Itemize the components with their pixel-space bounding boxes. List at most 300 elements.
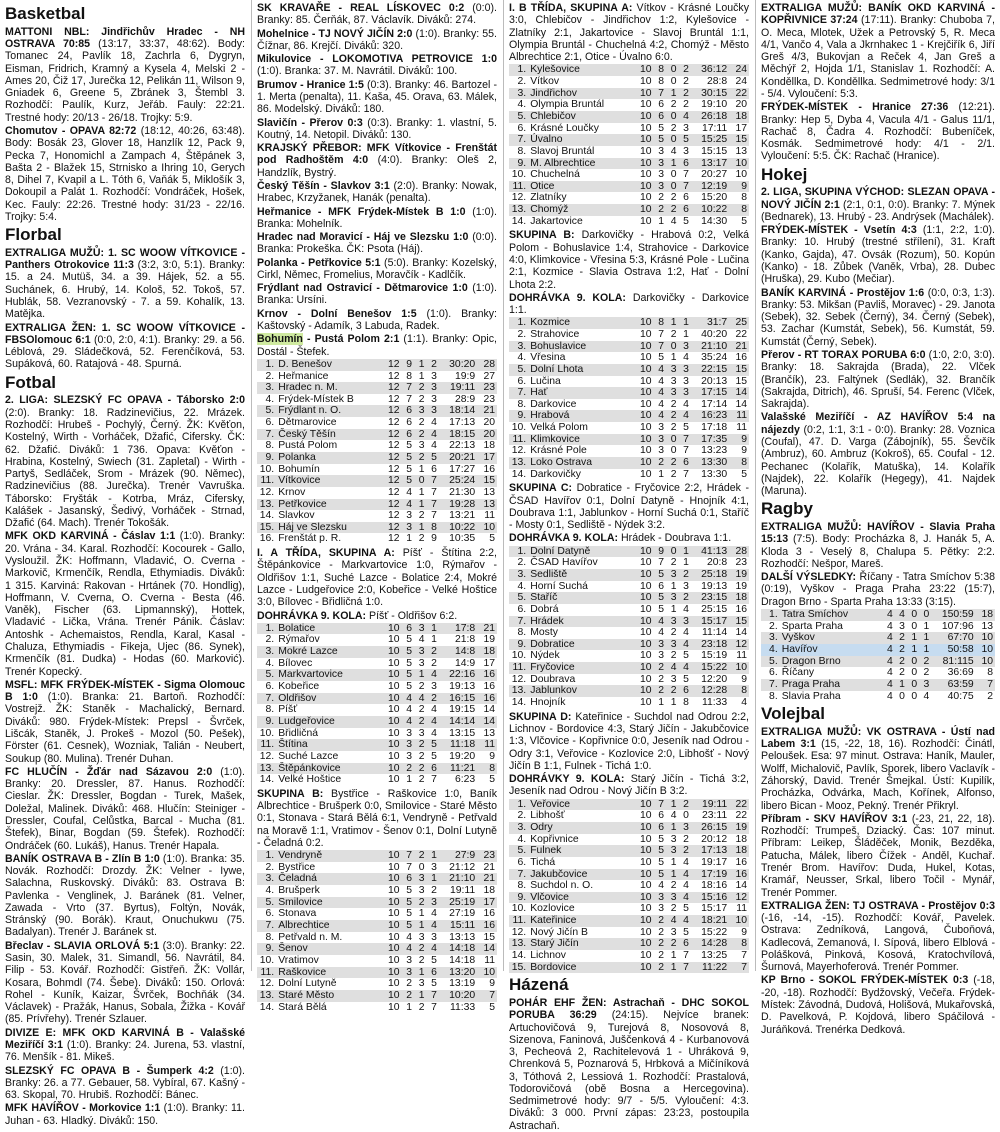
table-row: [257, 763, 497, 775]
table-row: [257, 850, 497, 862]
cell-position: 4.: [265, 657, 275, 669]
cell-played: 4: [883, 679, 895, 691]
table-row: [257, 371, 497, 383]
cell-losses: 3: [427, 897, 439, 909]
cell-wins: 8: [654, 317, 666, 329]
cell-points: 18: [735, 833, 747, 845]
cell-losses: 4: [431, 727, 437, 739]
cell-points: 18: [729, 845, 749, 857]
section-heading-florbal: Florbal: [5, 225, 62, 245]
table-row: [257, 681, 497, 693]
cell-points: 5: [489, 774, 495, 786]
cell-wins: 5: [654, 869, 666, 881]
cell-draws: 1: [414, 669, 426, 681]
table-row: [509, 410, 749, 422]
table-row: [509, 387, 749, 399]
cell-draws: 3: [418, 931, 425, 943]
result-paragraph: [761, 349, 995, 410]
cell-losses: 1: [919, 644, 931, 656]
cell-team: Hradec n. M.: [276, 382, 382, 394]
result-details: (1:0). Branky: 24. Jurena, 53. vlastní, 76. Menšík - 81. Mikeš.: [5, 1039, 245, 1064]
section-heading-hokej: Hokej: [761, 164, 808, 184]
cell-points: 14: [735, 627, 747, 639]
cell-score: 13:13: [449, 931, 476, 943]
cell-score: 20:8: [706, 557, 728, 569]
cell-wins: 8: [406, 370, 413, 382]
result-headline: POHÁR EHF ŽEN: Astrachaň - DHC SOKOL PORUBA 36:29: [509, 996, 749, 1022]
cell-position: 4.: [265, 885, 275, 897]
result-details: Kateřinice - Suchdol nad Odrou 2:2, Lichnov - Bordovice 4:3, Starý Jičín - Jakubčovice 1:3, Vlčovice - Kopřivnice 0:0, Jeseník nad Odrou - Odry 3:1, Veřovice - Kozlovice 2:0, Libhošť - Nový Jičín B 1:1, Fulnek - Tichá 1:0.: [509, 710, 749, 772]
cell-score: 50:58: [931, 644, 975, 656]
cell-score: 14:18: [439, 943, 477, 955]
cell-played: 10: [640, 76, 652, 88]
cell-team: Kylešovice: [528, 64, 634, 76]
cell-wins: 3: [406, 727, 413, 739]
hazena-results: [509, 997, 749, 1132]
cell-points: 19: [735, 580, 747, 592]
cell-draws: 1: [666, 317, 678, 329]
result-details: (3:0). Branky: 22. Sasin, 30. Malek, 31. Simandl, 56. Navrátil, 84. Filip - 53. Kovář. Rozhodčí: Gistřeň. ŽK: Vollár, Kosara, Bohmdl (74. Šebe). Diváků: 150. Orlová: Rohel - Kuník, Kaizar, Švrček, Bochňák (34. Václavek) - Pražák, Hanus, Sobala, Žižka - Kovář (85. Prívřehy). Trenér Szlauer.: [5, 939, 245, 1026]
cell-score: 20:27: [701, 169, 728, 181]
table-row: [257, 522, 497, 534]
cell-draws: 2: [670, 192, 677, 204]
cell-position: 1.: [257, 850, 276, 862]
cell-wins: 4: [895, 609, 907, 621]
result-headline: EXTRALIGA MUŽŮ: 1. SC WOOW VÍTKOVICE - Panthers Otrokovice 11:3: [5, 246, 245, 272]
cell-score: 17:19: [691, 869, 729, 881]
result-headline: DOHRÁVKA 9. KOLA:: [509, 291, 626, 304]
cell-team: Praga Praha: [780, 679, 883, 691]
cell-score: 13:17: [691, 158, 729, 170]
cell-losses: 2: [427, 693, 439, 705]
cell-wins: 2: [654, 962, 666, 974]
cell-wins: 5: [406, 681, 413, 693]
cell-draws: 2: [418, 1001, 425, 1013]
cell-score: 19:13: [449, 681, 476, 693]
cell-position: 15.: [257, 522, 276, 534]
cell-played: 10: [634, 662, 654, 674]
table-row: [509, 216, 749, 228]
cell-wins: 5: [406, 908, 413, 920]
cell-losses: 4: [679, 410, 691, 422]
result-paragraph: [5, 853, 245, 939]
cell-team: Štítina: [276, 739, 382, 751]
cell-team: Hrabová: [528, 410, 634, 422]
result-paragraph: [509, 997, 749, 1132]
cell-team: Vlčovice: [528, 892, 634, 904]
cell-position: 3.: [509, 341, 528, 353]
cell-draws: 1: [418, 486, 425, 498]
cell-draws: 4: [666, 662, 678, 674]
cell-team: Strahovice: [530, 328, 580, 340]
cell-played: 12: [388, 417, 400, 429]
table-row: [509, 329, 749, 341]
cell-wins: 4: [402, 716, 414, 728]
cell-position: 12.: [511, 926, 527, 938]
result-details: Starý Jičín - Tichá 3:2, Jeseník nad Odrou - Nový Jičín B 3:2.: [509, 773, 749, 798]
cell-draws: 0: [911, 667, 918, 679]
cell-losses: 4: [679, 892, 691, 904]
table-row: [257, 533, 497, 545]
cell-score: 41:13: [691, 546, 729, 558]
cell-losses: 1: [923, 620, 930, 632]
cell-played: 10: [388, 931, 400, 943]
result-headline: Bohumín - Pustá Polom 2:1: [257, 333, 400, 346]
cell-position: 2.: [769, 620, 778, 632]
cell-draws: 3: [666, 639, 678, 651]
cell-losses: 2: [919, 656, 931, 668]
cell-wins: 5: [402, 669, 414, 681]
cell-score: 15:19: [701, 650, 728, 662]
result-headline: EXTRALIGA ŽEN: 1. SC WOOW VÍTKOVICE - FBSOlomouc 6:1: [5, 321, 245, 346]
cell-team: Stonava: [278, 908, 317, 920]
cell-score: 20:21: [439, 452, 477, 464]
cell-losses: 7: [679, 434, 691, 446]
cell-losses: 2: [679, 569, 691, 581]
cell-played: 4: [887, 667, 893, 679]
result-headline: Slavičín - Přerov 0:3: [257, 116, 363, 129]
cell-wins: 2: [899, 667, 905, 679]
cell-wins: 2: [654, 915, 666, 927]
cell-position: 2.: [265, 370, 275, 382]
cell-points: 13: [477, 499, 497, 511]
cell-played: 4: [887, 690, 893, 702]
cell-score: 19:15: [449, 704, 476, 716]
cell-losses: 6: [683, 192, 689, 204]
cell-position: 11.: [509, 915, 528, 927]
result-paragraph: [761, 521, 995, 570]
cell-position: 14.: [511, 949, 527, 961]
cell-draws: 0: [666, 134, 678, 146]
cell-played: 10: [382, 990, 402, 1002]
cell-team: Loko Ostrava: [528, 457, 634, 469]
cell-position: 2.: [517, 328, 527, 340]
cell-score: 15:22: [701, 926, 728, 938]
cell-wins: 6: [654, 111, 666, 123]
cell-played: 10: [382, 693, 402, 705]
cell-score: 17:8: [439, 623, 477, 635]
cell-position: 6.: [265, 417, 275, 429]
cell-score: 21:30: [449, 486, 476, 498]
cell-losses: 2: [683, 833, 689, 845]
cell-score: 36:69: [947, 667, 974, 679]
cell-draws: 2: [414, 452, 426, 464]
cell-wins: 5: [406, 885, 413, 897]
cell-played: 12: [382, 475, 402, 487]
cell-team: Nový Jičín B: [530, 926, 588, 938]
cell-played: 10: [382, 897, 402, 909]
cell-played: 12: [382, 499, 402, 511]
cell-wins: 3: [402, 522, 414, 534]
cell-played: 12: [382, 359, 402, 371]
cell-team: Český Těšín: [276, 429, 382, 441]
cell-played: 10: [634, 410, 654, 422]
cell-team: Oldřišov: [276, 693, 382, 705]
cell-score: 35:24: [701, 352, 728, 364]
cell-draws: 1: [414, 522, 426, 534]
cell-played: 4: [883, 656, 895, 668]
cell-score: 26:15: [691, 822, 729, 834]
result-paragraph: [509, 292, 749, 317]
cell-team: Odry: [528, 822, 634, 834]
cell-position: 4.: [517, 833, 527, 845]
cell-losses: 2: [683, 76, 689, 88]
cell-score: 13:19: [449, 978, 476, 990]
cell-draws: 3: [666, 616, 678, 628]
cell-position: 15.: [509, 962, 528, 974]
cell-points: 10: [729, 915, 749, 927]
hokej-results: [761, 186, 995, 497]
cell-draws: 2: [414, 897, 426, 909]
cell-score: 17:11: [701, 122, 728, 134]
cell-team: Píšť: [278, 704, 298, 716]
cell-points: 14: [729, 387, 749, 399]
result-details: (2:1, 0:1, 0:0). Branky: 7. Mýnek (Bednarek), 13. Hrubý - 23. Andrýsek (Machálek).: [761, 198, 995, 223]
table-row: [509, 880, 749, 892]
cell-points: 11: [729, 410, 749, 422]
cell-draws: 2: [418, 750, 425, 762]
cell-wins: 1: [895, 679, 907, 691]
cell-losses: 3: [431, 393, 437, 405]
cell-losses: 3: [679, 341, 691, 353]
cell-score: 107:96: [941, 620, 974, 632]
cell-losses: 2: [679, 88, 691, 100]
cell-losses: 3: [431, 370, 437, 382]
table-row: [257, 716, 497, 728]
cell-team: Kozmice: [528, 317, 634, 329]
result-details: (-18, -20, -18). Rozhodčí: Bydžovský, Večeřa. Frýdek-Místek: Závodná, Dudová, Holišová, Mukařovská, D. Pavelková, P. Kojdová, libero Spáčilová - Juráňková. Trenérka Dedková.: [761, 974, 995, 1036]
cell-draws: 2: [414, 382, 426, 394]
cell-points: 9: [489, 978, 495, 990]
cell-played: 10: [640, 398, 652, 410]
cell-played: 10: [634, 457, 654, 469]
cell-points: 9: [741, 445, 747, 457]
cell-losses: 2: [683, 99, 689, 111]
cell-points: 7: [741, 949, 747, 961]
result-headline: Chomutov - OPAVA 82:72: [5, 124, 137, 137]
cell-team: Horní Suchá: [530, 580, 588, 592]
cell-draws: 0: [670, 445, 677, 457]
cell-draws: 3: [418, 978, 425, 990]
table-row: [761, 644, 995, 656]
result-details: (1:0). Branka: Mohelník.: [257, 205, 497, 230]
result-headline: SLEZSKÝ FC OPAVA B - Šumperk 4:2: [5, 1064, 214, 1077]
cell-position: 11.: [509, 434, 528, 446]
result-headline: SKUPINA D:: [509, 710, 572, 723]
table-row: [509, 64, 749, 76]
table-row: [509, 604, 749, 616]
cell-position: 13.: [257, 499, 276, 511]
result-paragraph: [257, 282, 497, 307]
cell-score: 13:20: [439, 967, 477, 979]
cell-wins: 1: [406, 1001, 413, 1013]
cell-wins: 4: [406, 931, 413, 943]
cell-points: 9: [741, 673, 747, 685]
cell-wins: 7: [654, 799, 666, 811]
standings-table-1b-skupina-a: [509, 64, 749, 227]
table-row: [257, 417, 497, 429]
cell-score: 19:11: [439, 382, 477, 394]
cell-losses: 7: [431, 774, 437, 786]
cell-wins: 1: [406, 533, 413, 545]
cell-team: Dobrá: [530, 603, 559, 615]
cell-played: 10: [640, 627, 652, 639]
cell-wins: 2: [406, 978, 413, 990]
table-row: [257, 499, 497, 511]
section-heading-ragby: Ragby: [761, 499, 813, 519]
cell-points: 8: [477, 763, 497, 775]
cell-points: 14: [735, 880, 747, 892]
cell-team: Fulnek: [528, 845, 634, 857]
cell-team: Bohuslavice: [528, 341, 634, 353]
cell-wins: 8: [654, 64, 666, 76]
cell-points: 14: [483, 704, 495, 716]
cell-wins: 3: [654, 158, 666, 170]
table-row: [509, 938, 749, 950]
result-details: (4:0). Branky: Oleš 2, Handzlík, Bystrý.: [257, 154, 497, 179]
cell-draws: 2: [670, 903, 677, 915]
cell-score: 27:9: [439, 850, 477, 862]
cell-draws: 3: [666, 845, 678, 857]
cell-position: 12.: [259, 750, 275, 762]
cell-points: 11: [736, 650, 747, 662]
table-row: [257, 359, 497, 371]
fotbal-results-1b-skupina-a: [509, 2, 749, 63]
cell-played: 10: [640, 445, 652, 457]
cell-score: 36:12: [691, 64, 729, 76]
cell-position: 9.: [257, 452, 276, 464]
cell-wins: 2: [895, 656, 907, 668]
cell-team: Markvartovice: [276, 669, 382, 681]
cell-wins: 3: [654, 181, 666, 193]
cell-position: 4.: [761, 644, 780, 656]
cell-draws: 3: [670, 375, 677, 387]
cell-wins: 3: [654, 892, 666, 904]
cell-played: 10: [388, 704, 400, 716]
cell-draws: 1: [666, 88, 678, 100]
cell-played: 10: [388, 908, 400, 920]
result-details: Dobratice - Fryčovice 2:2, Hrádek - ČSAD Havířov 0:1, Dolní Datyně - Hnojník 4:1, Doubrava 1:1, Jablunkov - Horní Suchá 0:1, Staříč - Mosty 0:1, Sedliště - Nýdek 3:2.: [509, 482, 750, 532]
result-headline: I. A TŘÍDA, SKUPINA A:: [257, 547, 395, 560]
cell-score: 14:30: [701, 215, 728, 227]
cell-played: 10: [640, 422, 652, 434]
cell-wins: 5: [654, 845, 666, 857]
cell-position: 5.: [257, 405, 276, 417]
result-details: Hrádek - Doubrava 1:1.: [618, 532, 732, 545]
cell-team: Vítkovice: [276, 475, 382, 487]
result-details: (0:0). Branka: Prokeška. ČK: Psota (Háj).: [257, 231, 498, 256]
cell-wins: 2: [658, 673, 665, 685]
cell-score: 19:10: [701, 99, 728, 111]
cell-points: 11: [477, 739, 497, 751]
table-row: [509, 674, 749, 686]
table-row: [509, 88, 749, 100]
cell-score: 19:11: [449, 885, 476, 897]
cell-team: Kobeřice: [278, 681, 320, 693]
cell-points: 10: [976, 656, 995, 668]
cell-team: Starý Jičín: [528, 938, 634, 950]
cell-points: 17: [483, 657, 495, 669]
cell-played: 10: [382, 646, 402, 658]
cell-draws: 2: [418, 774, 425, 786]
cell-points: 16: [477, 693, 497, 705]
result-paragraph: [257, 231, 497, 256]
cell-losses: 1: [427, 850, 439, 862]
table-row: [509, 364, 749, 376]
cell-draws: 2: [414, 429, 426, 441]
cell-points: 18: [477, 646, 497, 658]
result-headline: EXTRALIGA MUŽŮ: HAVÍŘOV - Slavia Praha 15:13: [761, 521, 995, 546]
cell-losses: 7: [427, 475, 439, 487]
cell-team: Lučina: [530, 375, 561, 387]
fotbal-results: [5, 394, 245, 1127]
cell-team: Tatra Smíchov: [780, 609, 883, 621]
table-row: [509, 892, 749, 904]
result-details: (24:15). Nejvíce branek: Artuchovičová 9, Turejová 8, Nosovová 8, Sizenova, Faninová, Juščenková 4 - Kurbanovová 3, Pecheová 2, Rachitelevová 1 - Uhráková 9, Chrenková 5, Poznarová 5, Hrbková a Mičíníková 3, Tóthová 2, Lessiová 1. Rozhodčí: Prastalová, Todorovičová (obě Bosna a Hercegovina). Sedmimetrové hody: 9/7 - 5/5. Vyloučení: 4:3. Diváků: 3 000. První zápas: 23:23, postoupila Astrachaň.: [509, 1009, 749, 1132]
result-details: Darkovičky - Darkovice 1:1.: [509, 291, 750, 317]
cell-position: 11.: [257, 475, 276, 487]
cell-losses: 4: [427, 943, 439, 955]
cell-team: Bolatice: [276, 623, 382, 635]
table-row: [257, 704, 497, 716]
cell-team: Zlatníky: [530, 192, 567, 204]
cell-position: 5.: [509, 111, 528, 123]
cell-played: 10: [640, 145, 652, 157]
cell-draws: 3: [418, 440, 425, 452]
result-paragraph: [5, 1065, 245, 1102]
table-row: [509, 650, 749, 662]
cell-draws: 3: [666, 364, 678, 376]
result-paragraph: [257, 308, 497, 333]
result-headline: Heřmanice - MFK Frýdek-Místek B 1:0: [257, 205, 466, 218]
cell-draws: 1: [666, 799, 678, 811]
cell-losses: 3: [679, 616, 691, 628]
cell-score: 150:59: [931, 609, 975, 621]
cell-score: 25:18: [691, 569, 729, 581]
cell-position: 9.: [509, 892, 528, 904]
cell-position: 7.: [257, 920, 276, 932]
table-row: [257, 885, 497, 897]
table-row: [257, 405, 497, 417]
cell-losses: 3: [683, 375, 689, 387]
cell-losses: 3: [919, 679, 931, 691]
cell-losses: 5: [683, 903, 689, 915]
cell-played: 12: [382, 382, 402, 394]
cell-team: Tichá: [530, 856, 556, 868]
result-headline: BANÍK KARVINÁ - Prostějov 1:6: [761, 286, 925, 299]
cell-score: 13:21: [449, 510, 476, 522]
cell-score: 13:23: [701, 445, 728, 457]
result-headline: SKUPINA B:: [509, 229, 575, 242]
cell-wins: 2: [658, 192, 665, 204]
cell-played: 10: [634, 341, 654, 353]
cell-losses: 4: [683, 398, 689, 410]
cell-score: 15:16: [691, 892, 729, 904]
result-headline: SKUPINA C:: [509, 482, 573, 495]
table-row: [257, 452, 497, 464]
column-2: [252, 0, 502, 1013]
cell-wins: 2: [654, 204, 666, 216]
cell-wins: 2: [402, 990, 414, 1002]
table-row: [761, 609, 995, 621]
result-details: (17:11). Branky: Chuboba 7, O. Meca, Mlotek, Užek a Petrovský 5, R. Meca 4/1, Vančo 4, Vala a Jkrnhakec 1 - Krejčiřík 6, Jiří Greš 4/3, Bukovjan a Reček 4, Jan Greš a Měchýř 2, Hojda 1/1, Stanislav 1. Rozhodčí: A. Konděllka, D. Konděllka. Sedmimetrové hody: 3/1 - 5/4. Vyloučení: 5:3.: [761, 14, 996, 100]
result-headline: BANÍK OSTRAVA B - Zlín B 1:0: [5, 852, 160, 865]
cell-position: 12.: [511, 192, 527, 204]
cell-wins: 1: [658, 468, 665, 480]
cell-score: 18:16: [701, 880, 728, 892]
result-details: (1:0). Branka: 21. Bartoň. Rozhodčí: Vostrejž. ŽK: Staněk - Machalický, Bernard. Diváků: 980. Frýdek-Místek: Prepsl - Švrček, Lišcák, Staněk, J. Prokeš - Mozol (50. Pešek), Förster (61. Cesnek), Wozniak, Talián - Neubert, Soukup (80. Mulina). Trenér Duhan.: [5, 691, 246, 765]
cell-wins: 3: [899, 620, 905, 632]
